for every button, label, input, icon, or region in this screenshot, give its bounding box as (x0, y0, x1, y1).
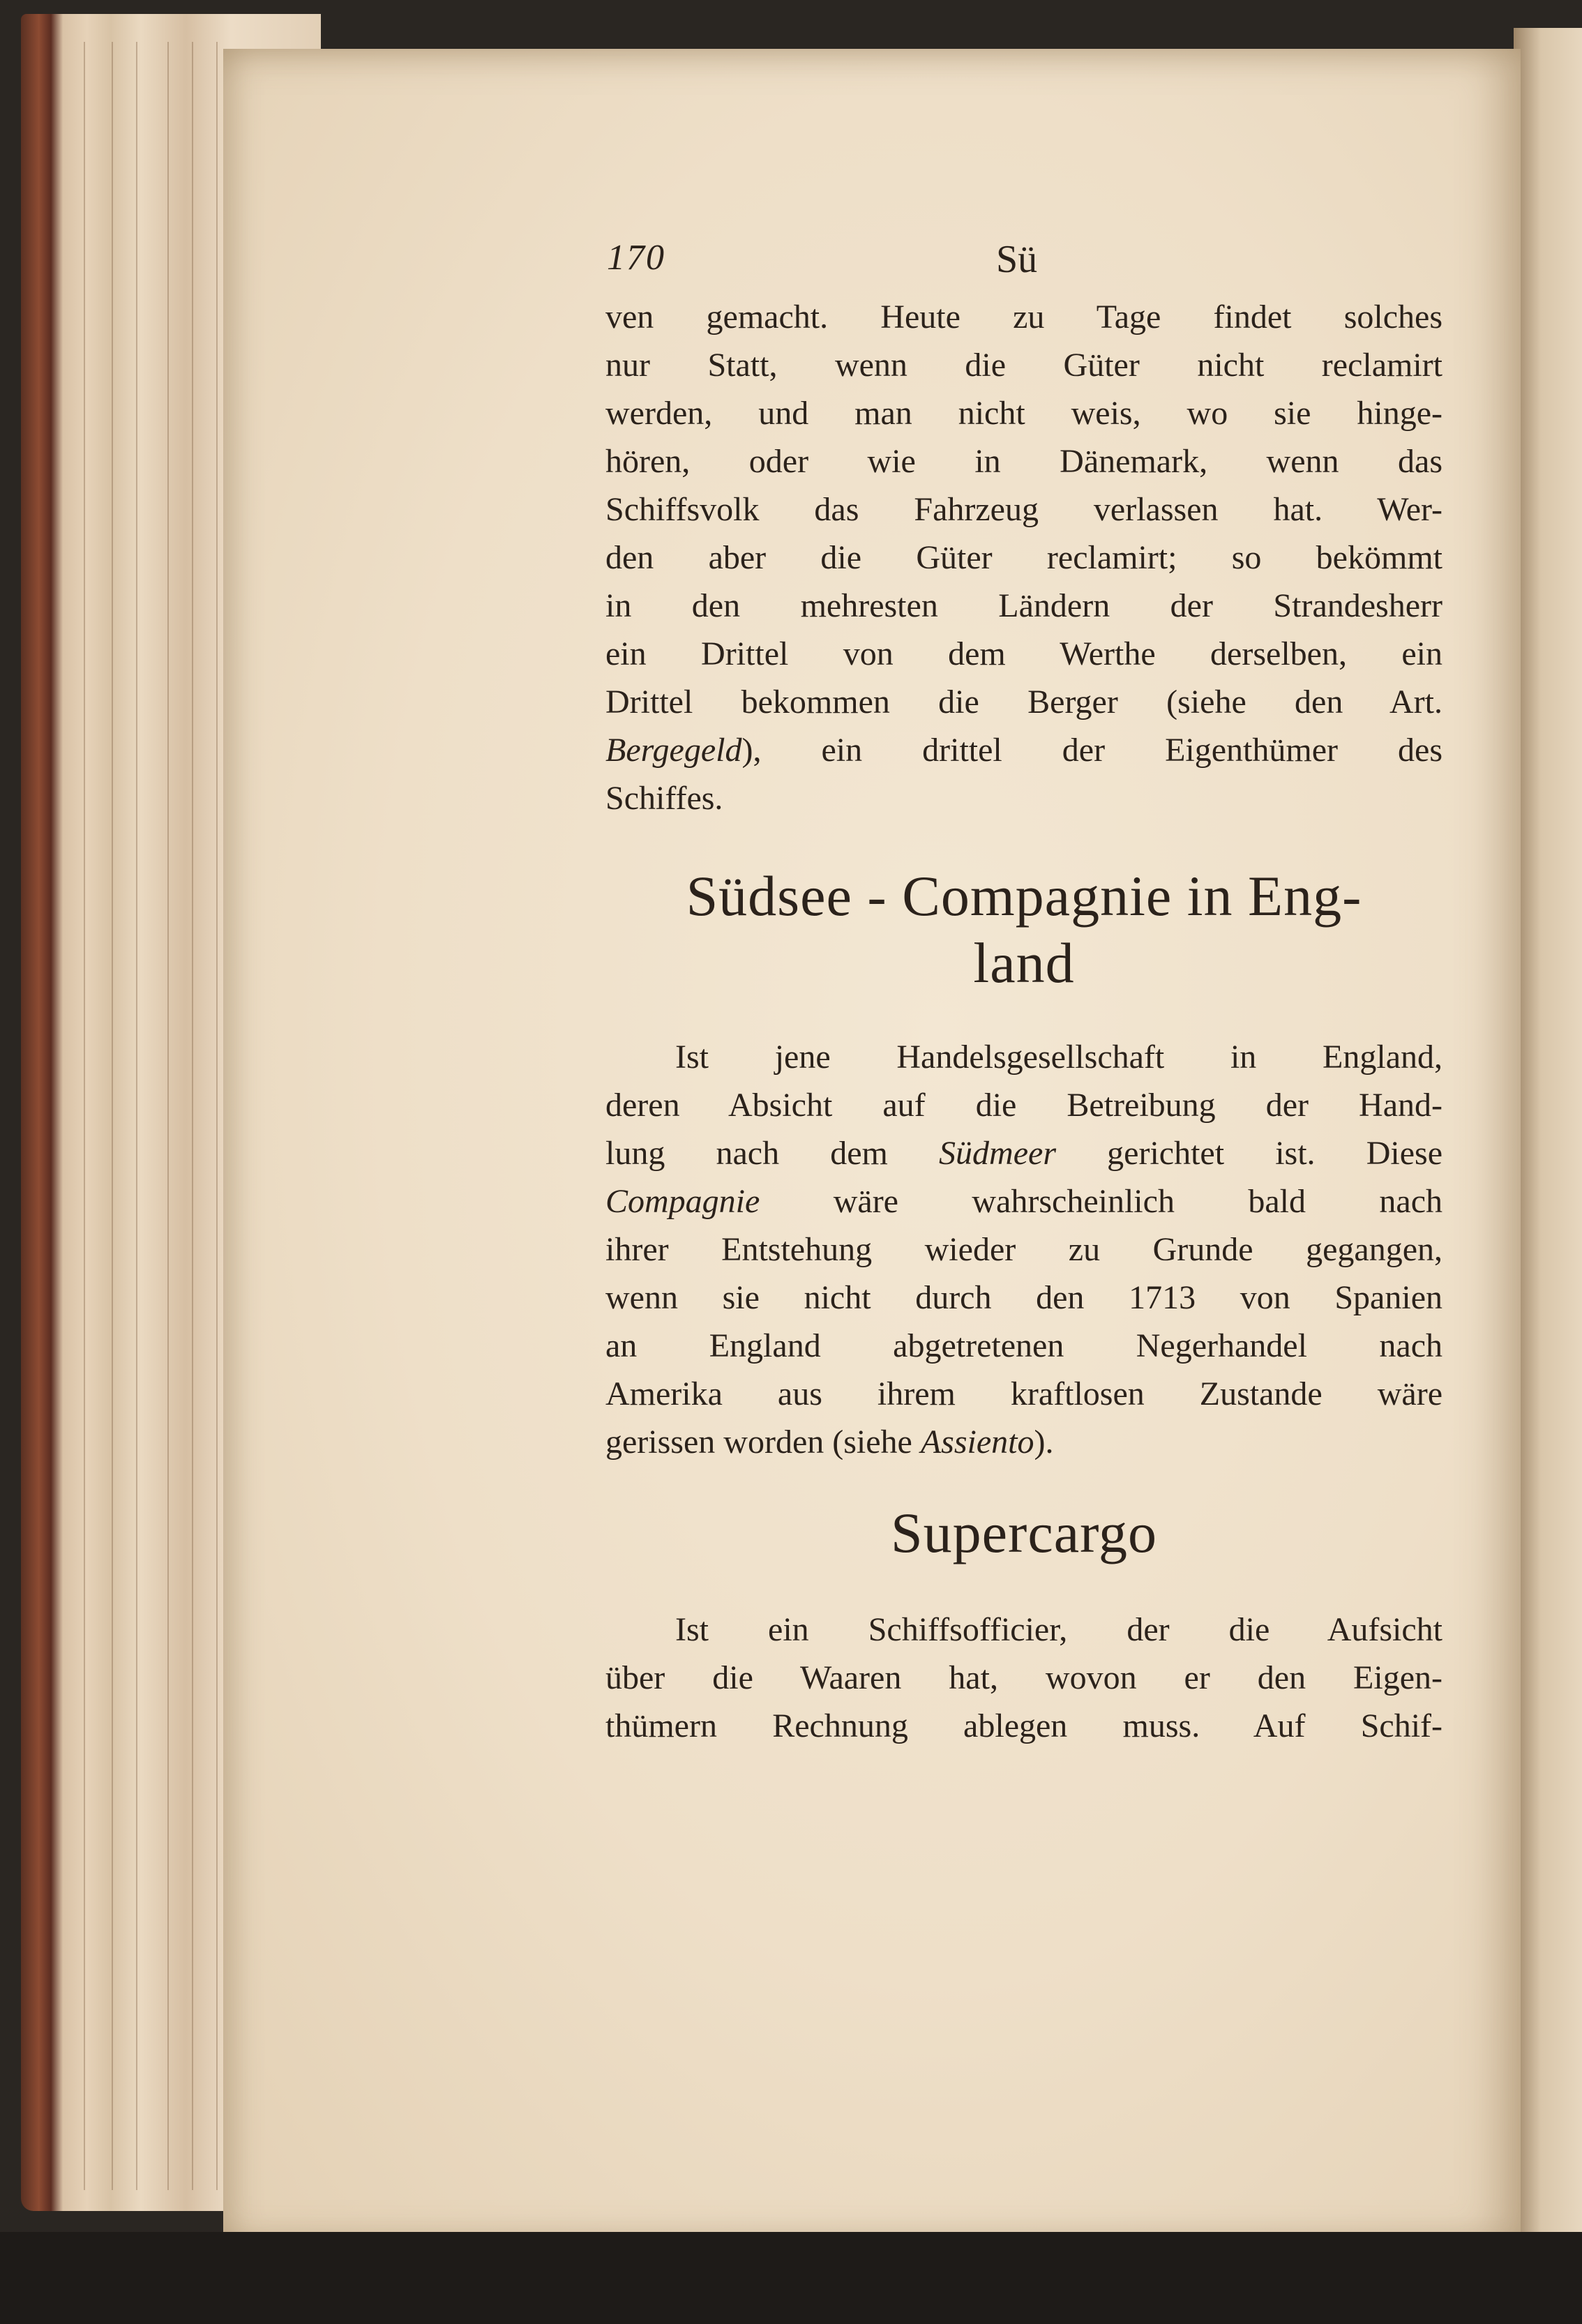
page-number: 170 (607, 238, 665, 278)
text-line: Compagnie wäre wahrscheinlich bald nach (605, 1183, 1442, 1220)
text-line: hören, oder wie in Dänemark, wenn das (605, 443, 1442, 480)
text-line: Amerika aus ihrem kraftlosen Zustande wäre (605, 1375, 1442, 1412)
text-line: an England abgetretenen Negerhandel nach (605, 1327, 1442, 1364)
facing-page-edge (1514, 28, 1582, 2246)
text-line: lung nach dem Südmeer gerichtet ist. Diese (605, 1135, 1442, 1172)
suedsee-paragraph (605, 1033, 1442, 1466)
text-line: in den mehresten Ländern der Strandesherr (605, 587, 1442, 624)
italic-term: Assiento (920, 1424, 1034, 1461)
text-line: Schiffes. (605, 780, 723, 817)
text-line: Schiffsvolk das Fahrzeug verlassen hat. Wer- (605, 491, 1442, 528)
intro-paragraph (605, 293, 1442, 822)
text-line: über die Waaren hat, wovon er den Eigen- (605, 1659, 1442, 1696)
text-line: Bergegeld), ein drittel der Eigenthümer des (605, 732, 1442, 769)
background-shadow (0, 2232, 1582, 2324)
page-text (605, 230, 1442, 1750)
text-line: ihrer Entstehung wieder zu Grunde gegangen, (605, 1231, 1442, 1268)
entry-heading-suedsee: Südsee - Compagnie in Eng- land (686, 864, 1362, 995)
text-line: thümern Rechnung ablegen muss. Auf Schif- (605, 1707, 1442, 1744)
page-header (605, 230, 1442, 293)
text-line: wenn sie nicht durch den 1713 von Spanien (605, 1279, 1442, 1316)
text-line: ven gemacht. Heute zu Tage findet solches (605, 299, 1442, 335)
text-line: nur Statt, wenn die Güter nicht reclamirt (605, 347, 1442, 384)
italic-term: Südmeer (939, 1135, 1056, 1172)
italic-term: Compagnie (605, 1183, 760, 1220)
text-line: Drittel bekommen die Berger (siehe den Art. (605, 684, 1442, 720)
text-line: deren Absicht auf die Betreibung der Hand- (605, 1087, 1442, 1124)
text-line: ein Drittel von dem Werthe derselben, ein (605, 635, 1442, 672)
text-line: werden, und man nicht weis, wo sie hinge- (605, 395, 1442, 432)
supercargo-paragraph (605, 1606, 1442, 1750)
text-line: Ist ein Schiffsofficier, der die Aufsicht (675, 1611, 1442, 1648)
italic-term: Bergegeld (605, 732, 742, 769)
text-line: Ist jene Handelsgesellschaft in England, (675, 1039, 1442, 1076)
entry-heading-supercargo: Supercargo (891, 1501, 1157, 1564)
text-line: den aber die Güter reclamirt; so bekömmt (605, 539, 1442, 576)
text-line: gerissen worden (siehe Assiento). (605, 1424, 1054, 1461)
running-head: Sü (996, 238, 1038, 281)
